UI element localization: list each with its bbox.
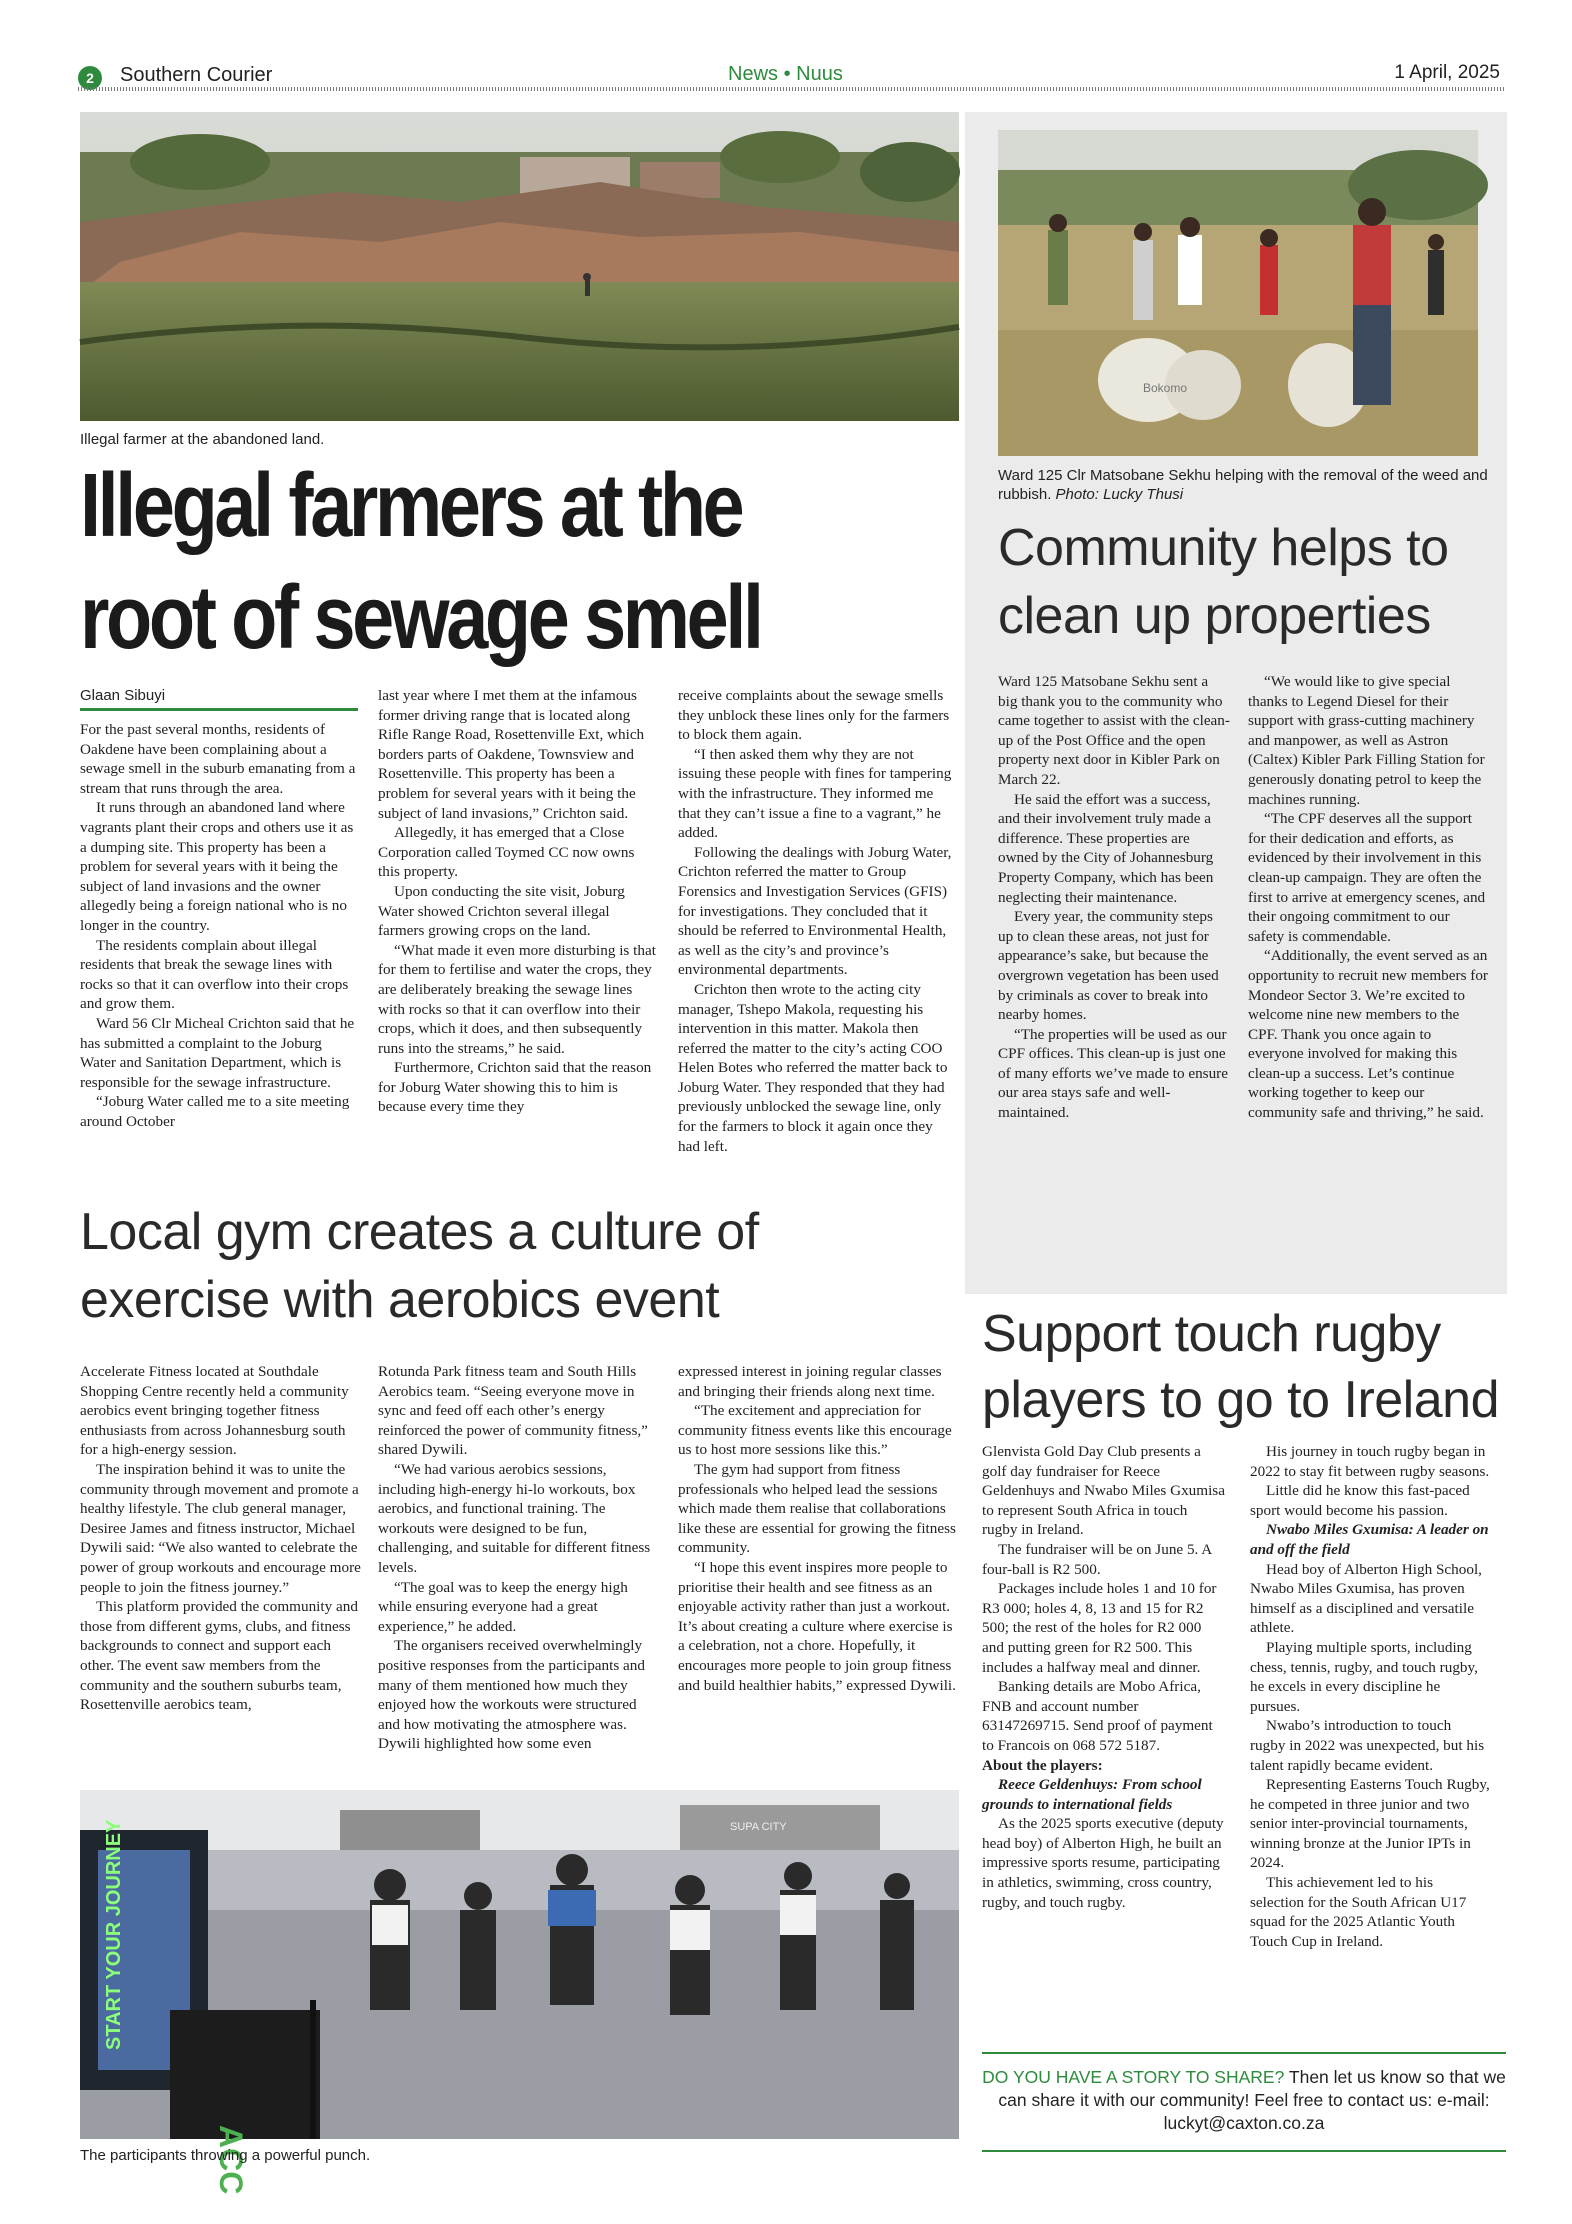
byline: Glaan Sibuyi: [80, 687, 166, 704]
main-headline-line2: root of sewage smell: [80, 568, 761, 668]
paragraph: Accelerate Fitness located at Southdale Shopping Centre recently held a community aerobics event bringing together fitness enthusiasts from across Johannesburg south for a high-energy session.: [80, 1363, 349, 1459]
paragraph: Glenvista Gold Day Club presents a golf day fundraiser for Reece Geldenhuys and Nwabo Miles Gxumisa to represent South Africa in touch rugby in Ireland.: [982, 1443, 1225, 1539]
rugby-headline-line1: Support touch rugby: [982, 1305, 1441, 1363]
store-sign-text: SUPA CITY: [730, 1821, 787, 1833]
paragraph: Rotunda Park fitness team and South Hills Aerobics team. “Seeing everyone move in sync and feed off each other’s energy reinforced the power of community fitness,” shared Dywili.: [378, 1363, 648, 1459]
section-label: News • Nuus: [728, 63, 843, 85]
publication-name: Southern Courier: [120, 64, 273, 86]
community-headline-line2: clean up properties: [998, 587, 1431, 645]
land-photo: [80, 112, 959, 421]
byline-rule: [80, 708, 358, 711]
paragraph: It runs through an abandoned land where vagrants plant their crops and others use it as a dumping site. This property has been a problem for several years with it being the subject of land invasions and the owner allegedly being a foreign national who is no longer in the country.: [80, 799, 354, 934]
subheading: Nwabo Miles Gxumisa: A leader on and off the field: [1250, 1521, 1489, 1558]
paragraph: Following the dealings with Joburg Water, Crichton referred the matter to Group Forensics and Investigation Services (GFIS) for investigations. They concluded that it should be referred to Environmental Health, as well as the city’s and province’s environmental departments.: [678, 843, 952, 979]
community-story-col2: [1248, 672, 1488, 1266]
rugby-story-col1: [982, 1442, 1226, 2046]
rugby-headline-line2: players to go to Ireland: [982, 1371, 1499, 1429]
paragraph: This achievement led to his selection for the South African U17 squad for the 2025 Atlantic Youth Touch Cup in Ireland.: [1250, 1874, 1467, 1950]
banner-text: START YOUR JOURNEY: [103, 1819, 125, 2050]
paragraph: “The excitement and appreciation for community fitness events like this encourage us to host more sessions like this.”: [678, 1402, 952, 1459]
story-submission-box: [982, 2052, 1506, 2152]
paragraph: Playing multiple sports, including chess, tennis, rugby, and touch rugby, he excels in every discipline he pursues.: [1250, 1638, 1478, 1715]
players-heading: About the players:: [982, 1756, 1103, 1774]
aerobics-photo-caption: The participants throwing a powerful punch.: [80, 2147, 371, 2164]
paragraph: “I hope this event inspires more people to prioritise their health and see fitness as an enjoyable activity rather than just a workout. It’s about creating a culture where exercise is a celebration, not a chore. Hopefully, it encourages more people to join group fitness and build healthier habits,” expressed Dywili.: [678, 1558, 956, 1694]
gym-story-col2: [378, 1362, 660, 1782]
header-rule: [78, 87, 1506, 91]
paragraph: The residents complain about illegal residents that break the sewage lines with rocks so that it can overflow into their crops and grow them.: [80, 936, 349, 1013]
paragraph: Representing Easterns Touch Rugby, he competed in three junior and two senior inter-provincial tournaments, winning bronze at the Junior IPTs in 2024.: [1250, 1776, 1490, 1872]
paragraph: Crichton then wrote to the acting city manager, Tshepo Makola, requesting his intervention in this matter. Makola then referred the matter to the city’s acting COO Helen Botes who referred the matter back to Joburg Water. They responded that they had previously unblocked the sewage line, only for the farmers to block it again once they had left.: [678, 980, 948, 1155]
gym-headline-line1: Local gym creates a culture of: [80, 1203, 759, 1261]
paragraph: “Joburg Water called me to a site meeting around October: [80, 1093, 350, 1130]
paragraph: As the 2025 sports executive (deputy head boy) of Alberton High, he built an impressive sports resume, participating in athletics, swimming, cross country, rugby, and touch rugby.: [982, 1815, 1224, 1911]
paragraph: expressed interest in joining regular classes and bringing their friends along next time.: [678, 1363, 942, 1400]
story-box-text: Then let us know so that we can share it with our community! Feel free to contact us: e-mail: luckyt@caxton.co.za: [998, 2067, 1506, 2133]
photo-credit: Photo: Lucky Thusi: [1055, 486, 1184, 503]
paragraph: “I then asked them why they are not issuing these people with fines for tampering with the infrastructure. They informed me that they can’t issue a fine to a vagrant,” he added.: [678, 745, 952, 842]
gym-story-col3: [678, 1362, 960, 1782]
paragraph: Furthermore, Crichton said that the reason for Joburg Water showing this to him is because every time they: [378, 1059, 652, 1116]
paragraph: “What made it even more disturbing is that for them to fertilise and water the crops, they are deliberately breaking the sewage lines with rocks so that it can overflow into their crops, which it does, and then subsequently runs into the streams,” he said.: [378, 941, 656, 1057]
story-box-highlight: DO YOU HAVE A STORY TO SHARE?: [982, 2067, 1285, 2087]
community-headline-line1: Community helps to: [998, 519, 1449, 577]
main-story-col2: [378, 686, 656, 1190]
cleanup-photo: [998, 130, 1478, 456]
paragraph: This platform provided the community and those from different gyms, clubs, and fitness backgrounds to connect and support each other. The event saw members from the community and the southern suburbs team, Rosettenville aerobics team,: [80, 1598, 358, 1714]
gym-story-col1: [80, 1362, 362, 1782]
rugby-story-col2: [1250, 1442, 1490, 2046]
paragraph: Upon conducting the site visit, Joburg Water showed Crichton several illegal farmers growing crops on the land.: [378, 882, 625, 940]
cleanup-photo-caption: [998, 466, 1488, 504]
paragraph: Packages include holes 1 and 10 for R3 000; holes 4, 8, 13 and 15 for R2 500; the rest of the holes for R2 000 and putting green for R2 500. This includes a halfway meal and dinner.: [982, 1580, 1217, 1676]
paragraph: The inspiration behind it was to unite the community through movement and promote a healthy lifestyle. The club general manager, Desiree James and fitness instructor, Michael Dywili said: “We also wanted to celebrate the power of group workouts and encourage more people to join the fitness journey.”: [80, 1460, 361, 1596]
main-story-col1: [80, 720, 358, 1190]
paragraph: Nwabo’s introduction to touch rugby in 2022 was unexpected, but his talent rapidly became evident.: [1250, 1717, 1485, 1774]
paragraph: The organisers received overwhelmingly positive responses from the participants and many of them mentioned how much they enjoyed how the workouts were structured and how motivating the atmosphere was. Dywili highlighted how some even: [378, 1637, 645, 1753]
paragraph: “We would like to give special thanks to Legend Diesel for their support with grass-cutting machinery and manpower, as well as Astron (Caltex) Kibler Park Filling Station for generously donating petrol to keep the machines running.: [1248, 673, 1485, 808]
gym-headline-line2: exercise with aerobics event: [80, 1271, 720, 1329]
bag-label-text: Bokomo: [1143, 381, 1188, 395]
paragraph: He said the effort was a success, and their involvement truly made a difference. These properties are owned by the City of Johannesburg Property Company, which has been neglecting their maintenance.: [998, 790, 1214, 906]
caption-text: Ward 125 Clr Matsobane Sekhu helping with the removal of the weed and rubbish.: [998, 467, 1488, 503]
paragraph: Banking details are Mobo Africa, FNB and account number 63147269715. Send proof of payment to Francois on 068 572 5187.: [982, 1678, 1213, 1754]
main-story-col3: [678, 686, 958, 1190]
paragraph: Every year, the community steps up to clean these areas, not just for appearance’s sake, but because the overgrown vegetation has been used by criminals as cover to break into nearby homes.: [998, 908, 1219, 1024]
paragraph: The gym had support from fitness professionals who helped lead the sessions which made them realise that collaborations like these are essential for growing the fitness community.: [678, 1460, 956, 1557]
paragraph: The fundraiser will be on June 5. A four-ball is R2 500.: [982, 1540, 1212, 1578]
paragraph: Head boy of Alberton High School, Nwabo Miles Gxumisa, has proven himself as a disciplined and versatile athlete.: [1250, 1560, 1482, 1637]
paragraph: Ward 56 Clr Micheal Crichton said that he has submitted a complaint to the Joburg Water and Sanitation Department, which is responsible for the sewage infrastructure.: [80, 1014, 355, 1091]
paragraph: Ward 125 Matsobane Sekhu sent a big thank you to the community who came together to assist with the clean-up of the Post Office and the open property next door in Kibler Park on March 22.: [998, 673, 1230, 788]
subheading: Reece Geldenhuys: From school grounds to international fields: [982, 1776, 1202, 1813]
paragraph: receive complaints about the sewage smells they unblock these lines only for the farmers to block them again.: [678, 687, 950, 744]
paragraph: Little did he know this fast-paced sport would become his passion.: [1250, 1482, 1470, 1519]
issue-date: 1 April, 2025: [1394, 62, 1500, 83]
paragraph: “Additionally, the event served as an opportunity to recruit new members for Mondeor Sector 3. We’re excited to welcome nine new members to the CPF. Thank you once again to everyone involved for making this clean-up a success. Let’s continue working together to keep our community safe and thriving,” he said.: [1248, 947, 1488, 1122]
land-photo-caption: Illegal farmer at the abandoned land.: [80, 431, 325, 448]
paragraph: “The CPF deserves all the support for their dedication and efforts, as evidenced by their involvement in this clean-up campaign. They are often the first to arrive at emergency scenes, and their ongoing commitment to our safety is commendable.: [1248, 810, 1486, 945]
paragraph: His journey in touch rugby began in 2022 to stay fit between rugby seasons.: [1250, 1443, 1490, 1480]
paragraph: “We had various aerobics sessions, including high-energy hi-lo workouts, box aerobics, and functional training. The workouts were designed to be fun, challenging, and suitable for different fitness levels.: [378, 1460, 651, 1576]
paragraph: last year where I met them at the infamous former driving range that is located along Rifle Range Road, Rosettenville Ext, which borders parts of Oakdene, Townsview and Rosettenville. This property has been a problem for several years with it being the subject of land invasions,” Crichton said.: [378, 687, 645, 822]
box-text: ACC: [213, 2125, 249, 2195]
main-headline-line1: Illegal farmers at the: [80, 456, 742, 556]
paragraph: For the past several months, residents of Oakdene have been complaining about a sewage smell in the suburb emanating from a stream that runs through the area.: [80, 721, 356, 797]
community-story-col1: [998, 672, 1230, 1266]
paragraph: “The goal was to keep the energy high while ensuring everyone had a great experience,” he added.: [378, 1578, 628, 1635]
page-number-badge: 2: [78, 66, 102, 90]
paragraph: Allegedly, it has emerged that a Close Corporation called Toymed CC now owns this property.: [378, 824, 635, 881]
paragraph: “The properties will be used as our CPF offices. This clean-up is just one of many efforts we’ve made to ensure our area stays safe and well-maintained.: [998, 1025, 1228, 1122]
